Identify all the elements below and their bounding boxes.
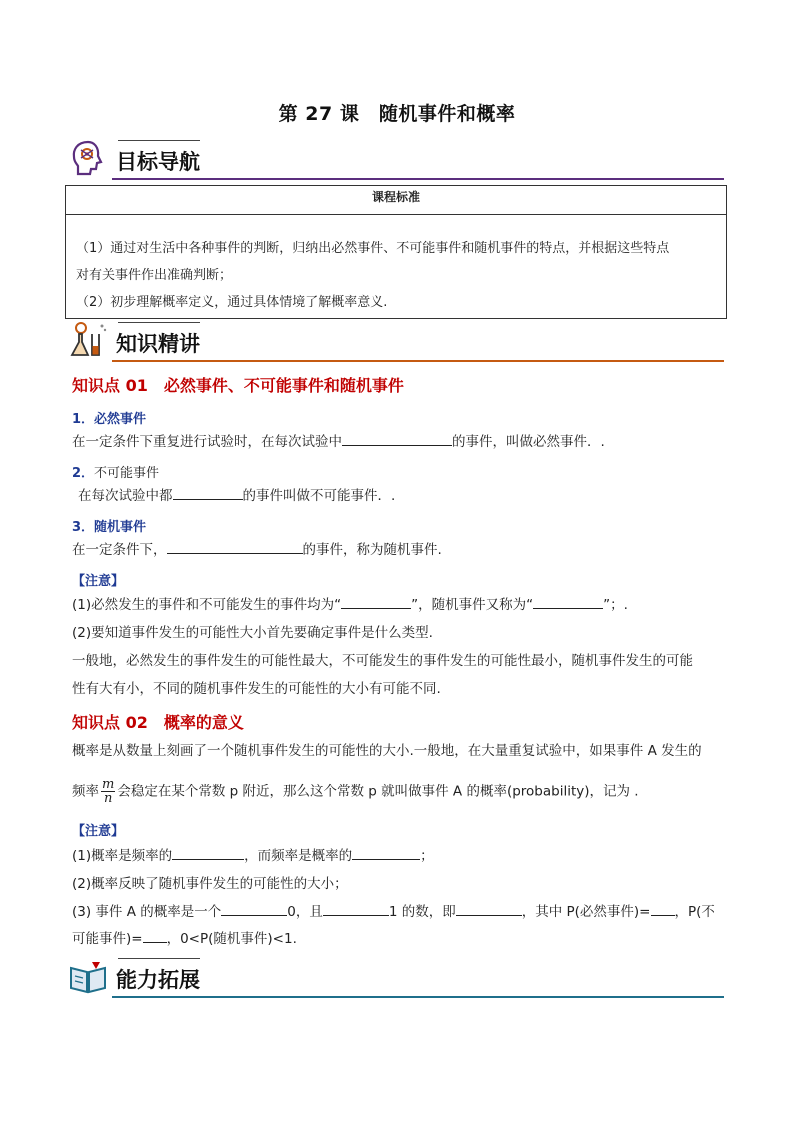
- fill-blank[interactable]: [167, 539, 303, 554]
- note-line: (2)概率反映了随机事件发生的可能性的大小；: [72, 876, 348, 892]
- standard-line: 对有关事件作出准确判断；: [76, 268, 233, 283]
- fill-blank[interactable]: [342, 431, 452, 446]
- note-line: 可能事件)= ，0<P(随机事件)<1.: [72, 926, 726, 953]
- definition-certain-event: 在一定条件下重复进行试验时，在每次试验中 的事件，叫做必然事件．.: [72, 429, 726, 456]
- knowledge-point-title: 知识点 01 必然事件、不可能事件和随机事件: [72, 376, 404, 395]
- subheading-certain-event: 1．必然事件: [72, 412, 147, 427]
- probability-definition-line: 频率 $\frac{m}{n}$ 会稳定在某个常数 p 附近，那么这个常数 p 就叫做事件 A 的概率(probability)，记为 .: [72, 777, 639, 806]
- section-header-goal: [68, 138, 724, 180]
- knowledge-point-title: 知识点 02 概率的意义: [72, 713, 244, 732]
- book-icon: [68, 956, 108, 996]
- note-label: 【注意】: [72, 574, 125, 589]
- note-line: (1)概率是频率的 ，而频率是概率的 ；: [72, 843, 726, 870]
- fill-blank[interactable]: [456, 901, 522, 916]
- note-line: (1)必然发生的事件和不可能发生的事件均为“ ”，随机事件又称为“ ”；.: [72, 592, 726, 619]
- lab-flask-icon: [68, 320, 108, 360]
- fill-blank[interactable]: [172, 845, 244, 860]
- table-body: [66, 215, 726, 316]
- fill-blank[interactable]: [533, 594, 603, 609]
- fill-blank[interactable]: [341, 594, 411, 609]
- fill-blank[interactable]: [221, 901, 287, 916]
- note-line: 一般地，必然发生的事件发生的可能性最大，不可能发生的事件发生的可能性最小，随机事件发生的可能: [72, 653, 693, 669]
- subheading-impossible-event: 2．不可能事件: [72, 466, 160, 481]
- definition-random-event: 在一定条件下， 的事件，称为随机事件.: [72, 537, 726, 564]
- note-line: (3) 事件 A 的概率是一个 0，且 1 的数，即 ，其中 P(必然事件)= ，P(不: [72, 899, 726, 926]
- note-line: (2)要知道事件发生的可能性大小首先要确定事件是什么类型.: [72, 625, 433, 641]
- subheading-random-event: 3．随机事件: [72, 520, 147, 535]
- section-title-goal: 目标导航: [116, 150, 200, 174]
- fill-blank[interactable]: [323, 901, 389, 916]
- standard-line: （1）通过对生活中各种事件的判断，归纳出必然事件、不可能事件和随机事件的特点，并根据这些特点: [76, 241, 670, 256]
- fraction-m-over-n: $\frac{m}{n}$: [102, 777, 115, 806]
- section-title-extension: 能力拓展: [116, 968, 200, 992]
- section-rule: [112, 360, 724, 362]
- section-rule: [112, 178, 724, 180]
- page-title: 第 27 课 随机事件和概率: [278, 103, 516, 125]
- table-header: 课程标准: [66, 186, 726, 215]
- fill-blank[interactable]: [352, 845, 420, 860]
- note-label: 【注意】: [72, 824, 125, 839]
- section-header-knowledge: [68, 320, 724, 362]
- probability-definition-line: 概率是从数量上刻画了一个随机事件发生的可能性的大小.一般地，在大量重复试验中，如果事件 A 发生的: [72, 743, 702, 759]
- fill-blank[interactable]: [651, 901, 675, 916]
- fill-blank[interactable]: [173, 485, 243, 500]
- brain-gear-icon: [68, 138, 108, 178]
- section-title-knowledge: 知识精讲: [116, 332, 200, 356]
- course-standard-table: [65, 185, 727, 319]
- standard-line: （2）初步理解概率定义，通过具体情境了解概率意义.: [76, 295, 388, 310]
- note-line: 性有大有小，不同的随机事件发生的可能性的大小有可能不同.: [72, 681, 441, 697]
- section-rule: [112, 996, 724, 998]
- definition-impossible-event: 在每次试验中都 的事件叫做不可能事件．.: [78, 483, 732, 510]
- fill-blank[interactable]: [143, 928, 167, 943]
- section-header-extension: [68, 956, 724, 998]
